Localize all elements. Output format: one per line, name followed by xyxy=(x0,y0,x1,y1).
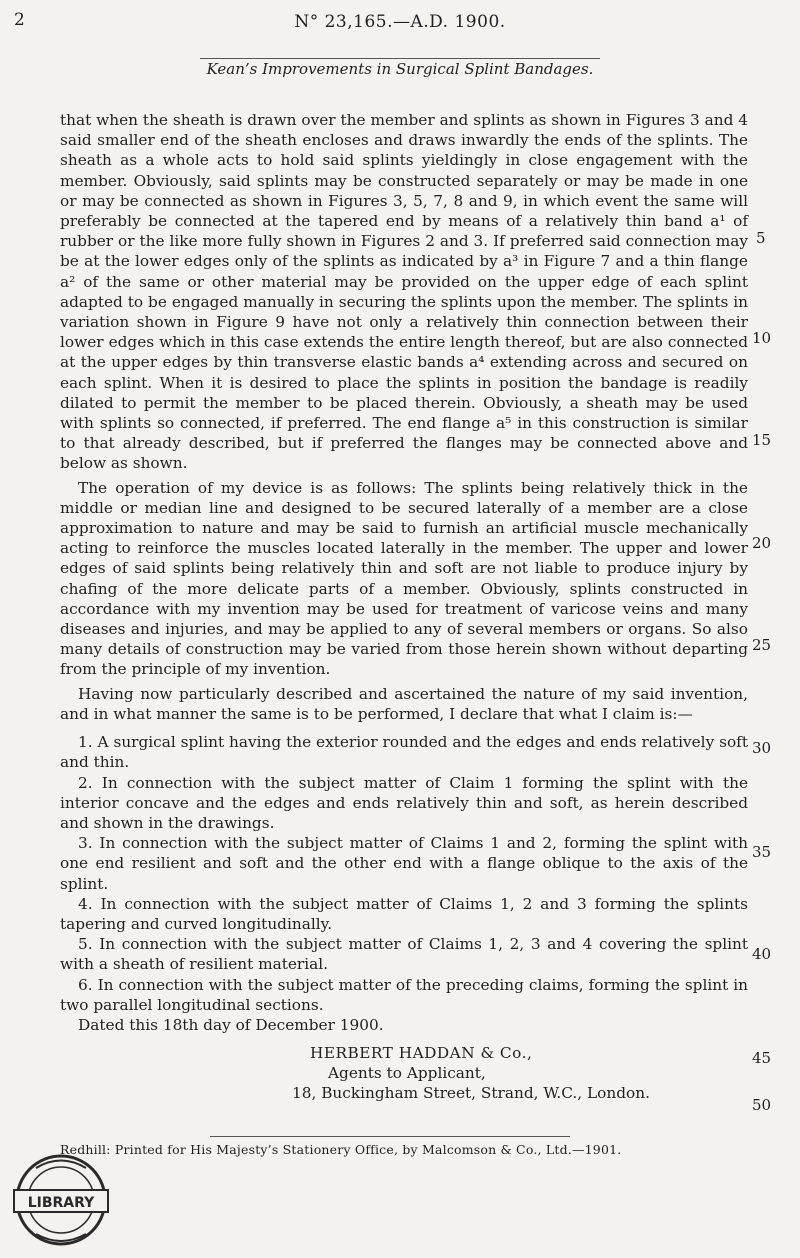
library-stamp xyxy=(6,1148,116,1256)
agent-role: Agents to Applicant, xyxy=(328,1064,486,1083)
header-divider xyxy=(200,58,600,59)
document-body xyxy=(60,110,748,1103)
line-number: 30 xyxy=(752,739,772,757)
stamp-label: LIBRARY xyxy=(27,1195,95,1211)
claim-item: 5. In connection with the subject matter of Claims 1, 2, 3 and 4 covering the splint with a sheath of resilient material. xyxy=(60,935,748,974)
paragraph: The operation of my device is as follows: The splints being relatively thick in the middle or median line and designed to be secured laterally of a member are a close approximation to nature and may be said to furnish an artificial muscle mechanically acting to reinforce the muscles located laterally in the member. The upper and lower edges of said splints being relatively thin and soft are not liable to produce injury by chafing of the more delicate parts of a member. Obviously, splints constructed in accordance with my invention may be used for treatment of varicose veins and many diseases and injuries, and may be applied to any of several members or organs. So also many details of construction may be varied from those herein shown without departing from the principle of my invention. xyxy=(60,478,748,679)
line-number: 45 xyxy=(752,1049,772,1067)
line-number: 35 xyxy=(752,843,772,861)
claims-list xyxy=(60,732,748,1015)
claim-item: 2. In connection with the subject matter of Claim 1 forming the splint with the interior concave and the edges and ends relatively thin and soft, as herein described and shown in the drawings. xyxy=(60,773,748,832)
line-number: 50 xyxy=(752,1096,772,1114)
agent-address: 18, Buckingham Street, Strand, W.C., London. xyxy=(292,1084,650,1103)
signature-block xyxy=(60,1043,748,1103)
claim-item: 3. In connection with the subject matter of Claims 1 and 2, forming the splint with one end resilient and soft and the other end with a flange oblique to the axis of the splint. xyxy=(60,834,748,893)
claim-item: 1. A surgical splint having the exterior rounded and the edges and ends relatively soft and thin. xyxy=(60,733,748,772)
printer-footer: Redhill: Printed for His Majesty’s Stationery Office, by Malcomson & Co., Ltd.—1901. xyxy=(60,1142,622,1157)
line-number: 40 xyxy=(752,945,772,963)
patent-subtitle: Kean’s Improvements in Surgical Splint Bandages. xyxy=(206,60,594,78)
line-number: 5 xyxy=(756,229,766,247)
patent-title: N° 23,165.—A.D. 1900. xyxy=(294,12,506,32)
footer-divider xyxy=(210,1136,570,1137)
paragraph: Having now particularly described and ascertained the nature of my said invention, and in what manner the same is to be performed, I declare that what I claim is:— xyxy=(60,684,748,723)
claim-item: 4. In connection with the subject matter of Claims 1, 2 and 3 forming the splints tapering and curved longitudinally. xyxy=(60,894,748,933)
line-number: 10 xyxy=(752,329,772,347)
library-stamp-icon xyxy=(6,1148,116,1252)
claim-item: 6. In connection with the subject matter of the preceding claims, forming the splint in two parallel longitudinal sections. xyxy=(60,975,748,1014)
line-number: 20 xyxy=(752,534,772,552)
line-number: 15 xyxy=(752,431,772,449)
line-number: 25 xyxy=(752,636,772,654)
paragraph: that when the sheath is drawn over the member and splints as shown in Figures 3 and 4 said smaller end of the sheath encloses and draws inwardly the ends of the splints. The sheath as a whole acts to hold said splints yieldingly in close engagement with the member. Obviously, said splints may be constructed separately or may be made in one or may be connected as shown in Figures 3, 5, 7, 8 and 9, in which event the same will preferably be connected at the tapered end by means of a relatively thin band a¹ of rubber or the like more fully shown in Figures 2 and 3. If preferred said connection may be at the lower edges only of the splints as indicated by a³ in Figure 7 and a thin flange a² of the same or other material may be provided on the upper edge of each splint adapted to be engaged manually in securing the splints upon the member. The splints in variation shown in Figure 9 have not only a relatively thin connection between their lower edges which in this case extends the entire length thereof, but are also connected at the upper edges by thin transverse elastic bands a⁴ extending across and secured on each splint. When it is desired to place the splints in position the bandage is readily dilated to permit the member to be placed therein. Obviously, a sheath may be used with splints so connected, if preferred. The end flange a⁵ in this construction is similar to that already described, but if preferred the flanges may be connected above and below as shown. xyxy=(60,111,748,473)
agent-name: HERBERT HADDAN & Co., xyxy=(310,1044,533,1063)
date-line: Dated this 18th day of December 1900. xyxy=(78,1015,384,1034)
page-number: 2 xyxy=(14,10,25,30)
